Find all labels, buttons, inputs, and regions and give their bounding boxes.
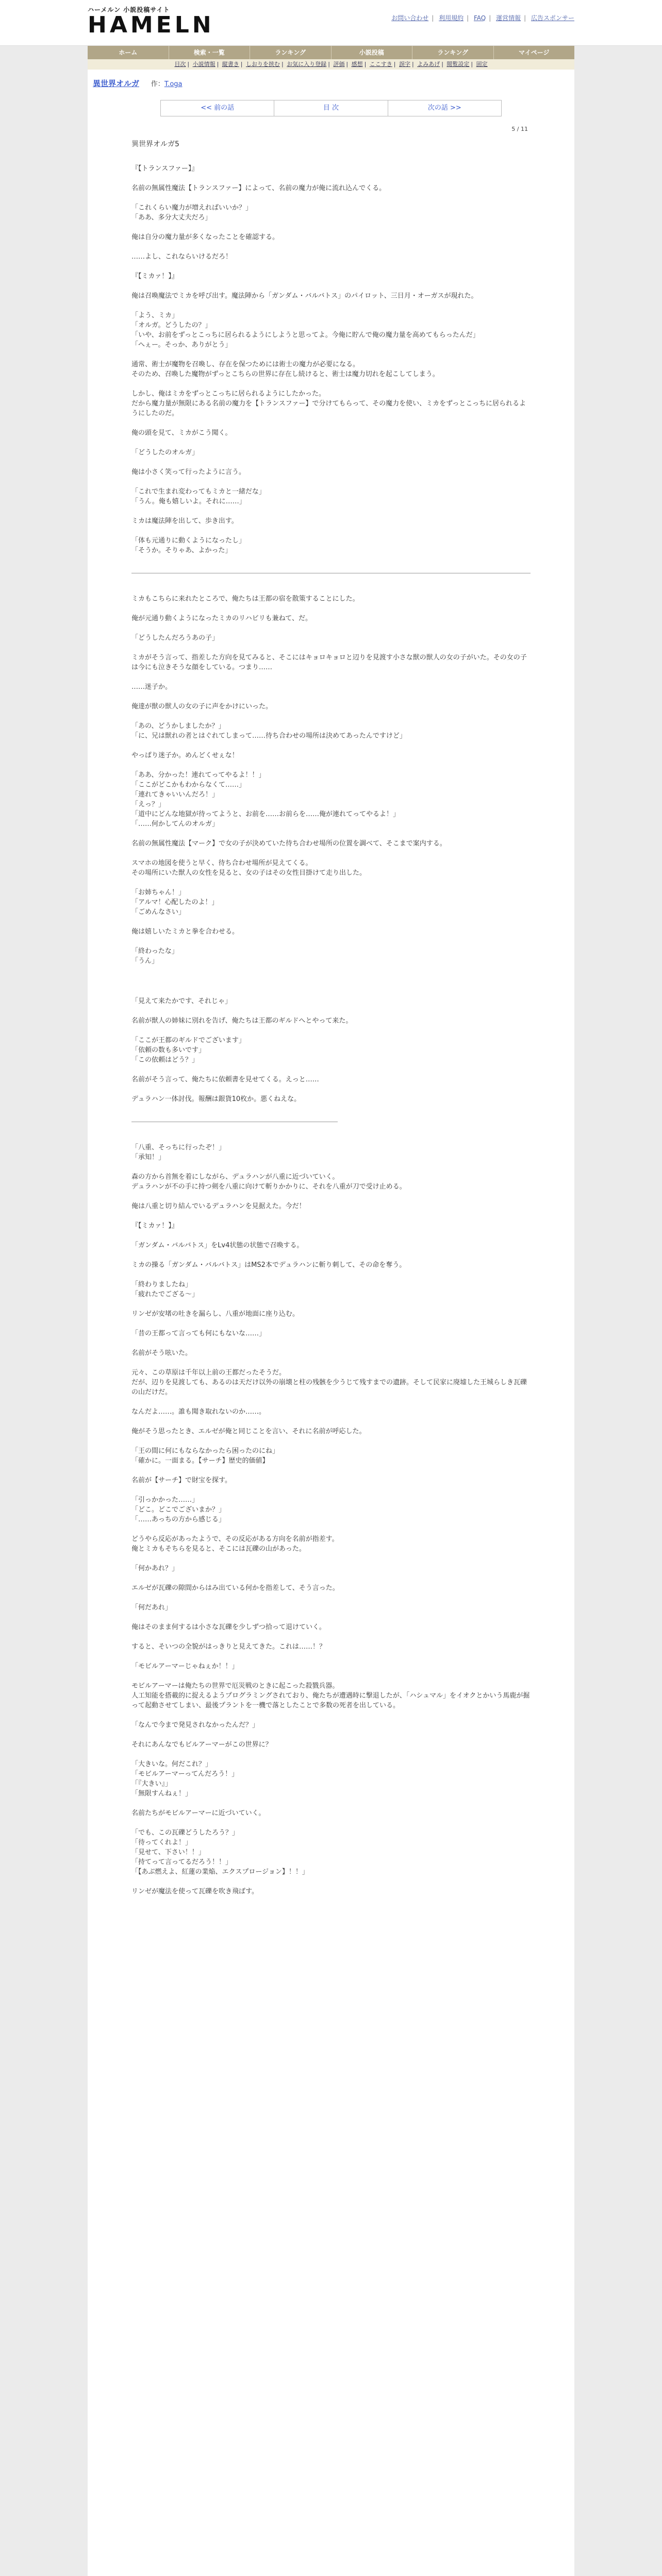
story-paragraph: 名前の無属性魔法【マーク】で女の子が決めていた待ち合わせ場所の位置を調べて、そこまで案内する。 [131, 840, 446, 848]
author-label: 作： [151, 80, 164, 88]
story-paragraph: リンゼが魔法を使って瓦礫を吹き飛ばす。 [131, 1888, 258, 1895]
story-paragraph: エルゼが瓦礫の隙間からはみ出ている何かを指差して、そう言った。 [131, 1584, 339, 1592]
header-link[interactable]: お問い合わせ [391, 14, 429, 22]
header-link[interactable]: 広告スポンサー [531, 14, 574, 22]
author-link[interactable]: T.oga [164, 80, 183, 88]
story-paragraph: 「見えて来たかです、それじゃ」 [131, 997, 231, 1005]
sub-nav-item[interactable]: しおりを挟む [245, 61, 280, 67]
header-link[interactable]: 利用規約 [439, 14, 464, 22]
story-section-2 [131, 594, 531, 966]
sub-nav-item[interactable]: 縦書き [222, 61, 239, 67]
story-paragraph: 俺はそのまま何するは小さな瓦礫を少しずつ拾って退けていく。 [131, 1623, 326, 1631]
story-paragraph: 俺は召喚魔法でミカを呼び出す。魔法陣から「ガンダム・バルバトス」のパイロット、三日月・オーガスが現れた。 [131, 292, 478, 300]
story-paragraph: 「よう、ミカ」 「オルガ。どうしたの？」 「いや、お前をずっとこっちに居られるようにしようと思ってよ。今俺に貯んで俺の魔力量を高めてもらったんだ」 「へぇー。そっか、ありがとう」 [131, 312, 479, 349]
sub-nav-item[interactable]: 固定 [476, 61, 488, 67]
story-section-4 [131, 1143, 531, 1896]
story-paragraph: 名前が獣人の姉妹に別れを告げ、俺たちは王都のギルドへとやって来た。 [131, 1017, 353, 1025]
story-nav [160, 100, 502, 116]
sub-nav-item[interactable]: 感想 [351, 61, 363, 67]
breadcrumb [88, 70, 574, 89]
sub-nav-item[interactable]: ここすき [369, 61, 392, 67]
story-paragraph: ミカがそう言って、指差した方向を見てみると、そこにはキョロキョロと辺りを見渡す小さな獣の獣人の女の子がいた。その女の子は今にも泣きそうな顔をしている。つまり…… [131, 654, 527, 671]
story-paragraph: しかし、俺はミカをずっとこっちに居られるようにしたかった。 だから魔力量が無限にある名前の魔力を【トランスファー】で分けてもらって、その魔力を使い、ミカをずっとこっちに居られるようにしたのだ。 [131, 390, 526, 417]
header-links: お問い合わせ | 利用規約 | FAQ | 運営情報 | 広告スポンサー [391, 14, 574, 22]
page-count: 5 / 11 [511, 126, 528, 132]
story-paragraph: 俺は自分の魔力量が多くなったことを確認する。 [131, 233, 279, 241]
sub-nav-item[interactable]: 目次 [174, 61, 186, 67]
story-paragraph: 『【ミカァ！】』 [131, 1222, 178, 1230]
story-paragraph: ……迷子か。 [131, 683, 172, 691]
story-paragraph: 名前たちがモビルアーマーに近づいていく。 [131, 1809, 266, 1817]
sub-nav-item[interactable]: 閲覧設定 [446, 61, 470, 67]
story-paragraph: モビルアーマーは俺たちの世界で厄災戦のときに起こった殺戮兵器。 人工知能を搭載的に捉えるようプログラミングされており、俺たちが遭遇時に撃退したが、「ハシュマル」をイオクとかいう馬鹿が掘って起動させてしまい、最後プラントを一機で落としたことで多数の死者を出している。 [131, 1682, 530, 1709]
story-paragraph: 「王の間に何にもならなかったら困ったのにね」 「確かに。一面まる。【サーチ】歴史的価値】 [131, 1447, 279, 1465]
prev-chapter-link[interactable]: << 前の話 [161, 100, 274, 116]
author-info [151, 80, 183, 88]
story-paragraph: どうやら反応があったようで、その反応がある方向を名前が指差す。 俺とミカもそちらを見ると、そこには瓦礫の山があった。 [131, 1535, 339, 1553]
story-paragraph: 俺達が獣の獣人の女の子に声をかけにいった。 [131, 703, 273, 710]
sub-nav-item[interactable]: 誤字 [399, 61, 410, 67]
story-paragraph: 「終わりましたね」 「疲れたでござる～」 [131, 1281, 199, 1298]
logo-text: HAMELN [88, 12, 214, 38]
sub-nav-item[interactable]: 小説情報 [192, 61, 216, 67]
sub-nav-item[interactable]: よみあげ [417, 61, 440, 67]
story-paragraph: 俺は小さく笑って行ったように言う。 [131, 468, 246, 476]
story-paragraph: 俺は八重と切り結んでいるデュラハンを見据えた。今だ！ [131, 1202, 306, 1210]
story-paragraph: 「これくらい魔力が増えればいいか？」 「ああ、多分大丈夫だろ」 [131, 204, 253, 222]
story-paragraph: 「昔の王都って言っても何にもないな……」 [131, 1330, 266, 1337]
story-paragraph: 「どうしたのオルガ」 [131, 449, 199, 456]
story-paragraph: 名前がそう言って、俺たちに依頼書を見せてくる。えっと…… [131, 1076, 319, 1083]
story-paragraph: 「八重、そっちに行ったぞ！」 「承知！」 [131, 1144, 226, 1161]
story-paragraph: 「何だあれ」 [131, 1604, 172, 1612]
story-paragraph: 「体も元通りに動くようになったし」 「そうか。そりゃあ、よかった」 [131, 537, 246, 554]
story-paragraph: 名前がそう呟いた。 [131, 1349, 192, 1357]
novel-title-link[interactable]: 異世界オルガ [93, 79, 140, 88]
story-paragraph: 森の方から首無を着にしながら、デュラハンが八重に近づいていく。 デュラハンが不の手に持つ剣を八重に向けて斬りかかりに、それを八重が刀で受け止める。 [131, 1173, 406, 1191]
global-nav-item[interactable]: 小説投稿 [332, 46, 413, 59]
story-page [88, 70, 574, 2576]
story-paragraph: 「あの、どうかしましたか？」 「に、兄は獣れの者とはぐれてしまって……待ち合わせの場所は決めてあったんですけど」 [131, 722, 406, 740]
story-paragraph: 『【トランスファー】』 [131, 165, 198, 173]
story-paragraph: やっぱり迷子か。めんどくせぇな！ [131, 752, 239, 759]
story-paragraph: 「何かあれ？」 [131, 1565, 179, 1572]
global-nav-item[interactable]: 検索・一覧 [169, 46, 251, 59]
toc-link[interactable]: 目 次 [274, 100, 388, 116]
global-nav-item[interactable]: マイページ [518, 49, 550, 56]
story-paragraph: なんだよ……。誰も聞き取れないのか……。 [131, 1408, 266, 1416]
story-paragraph: 俺がそう思ったとき、エルゼが俺と同じことを言い、それに名前が呼応した。 [131, 1428, 366, 1435]
story-paragraph: 「大きいな。何だこれ？」 「モビルアーマーってんだろう！」 「『大きい』」 「無限すんねぇ！」 [131, 1760, 239, 1798]
story-paragraph: 「ここが王都のギルドでございます」 「依頼の数も多いです」 「この依頼はどう？」 [131, 1037, 245, 1064]
story-paragraph: 通常、術士が魔物を召喚し、存在を保つためには術士の魔力が必要になる。 そのため、召喚した魔物がずっとこちらの世界に存在し続けると、術士は魔力切れを起こしてしまう。 [131, 361, 439, 378]
story-paragraph: 名前が【サーチ】で財宝を探す。 [131, 1477, 231, 1484]
story-paragraph: 「終わったな」 「うん」 [131, 947, 178, 965]
sub-nav-item[interactable]: 評価 [333, 61, 345, 67]
story-paragraph: すると、そいつの全貌がはっきりと見えてきた。これは……！？ [131, 1643, 326, 1651]
story-paragraph: ミカの操る「ガンダム・バルバトス」はMS2本でデュラハンに斬り刺して、その命を奪う。 [131, 1261, 406, 1269]
story-section-3 [131, 996, 531, 1104]
story-body [88, 132, 574, 1896]
story-paragraph: 「ああ、分かった！連れてってやるよ！！」 「ここがどこかもわからなくて……」 「連れてきゃいいんだろ！」 「えっ？」 「道中にどんな地獄が待ってようと、お前を……お前らを……俺が連れてってやるよ！」 「……何かしてんのオルガ」 [131, 771, 400, 828]
global-nav [88, 46, 574, 59]
story-paragraph: 俺は嬉しいたミカと拳を合わせる。 [131, 928, 239, 936]
story-paragraph: ミカは魔法陣を出して、歩き出す。 [131, 517, 238, 525]
sub-nav: 目次 | 小説情報 | 縦書き | しおりを挟む | お気に入り登録 | 評価 | 感想 | ここすき | 誤字 | よみあげ | 閲覧設定 | 固定 [88, 59, 574, 70]
story-paragraph: スマホの地図を使うと早く、待ち合わせ場所が見えてくる。 その場所にいた獣人の女性を見ると、女の子はその女性目掛けて走り出した。 [131, 859, 367, 877]
story-paragraph: 「お姉ちゃん！」 「アルマ！心配したのよ！」 「ごめんなさい」 [131, 889, 219, 916]
sub-nav-item[interactable]: お気に入り登録 [287, 61, 327, 67]
site-logo[interactable] [88, 5, 214, 37]
story-paragraph: リンゼが安堵の吐きを漏らし、八重が地面に座り込む。 [131, 1310, 300, 1318]
story-paragraph: 『【ミカァ！】』 [131, 273, 178, 280]
header-link[interactable]: 運営情報 [496, 14, 521, 22]
story-paragraph: 「引っかかった……」 「どこ。どこでございまか？」 「……あっちの方から感じる」 [131, 1496, 226, 1523]
story-paragraph: 「でも、この瓦礫どうしたろう？」 「待ってくれよ！」 「見せて、下さい！！」 「持てって言ってるだろう！！」 「【あぶ燃えよ、紅蓮の業焔、エクスプロージョン】！！」 [131, 1829, 309, 1876]
global-nav-item[interactable]: ランキング [412, 46, 494, 59]
story-paragraph: 「これで生まれ変わってもミカと一緒だな」 「うん。俺も嬉しいよ。それに……」 [131, 488, 266, 505]
global-nav-item[interactable]: ランキング [250, 46, 332, 59]
story-paragraph: ミカもこちらに来れたところで、俺たちは王都の宿を散策することにした。 [131, 595, 359, 603]
chapter-title: 異世界オルガ5 [131, 140, 179, 148]
story-paragraph: 俺の頭を見て、ミカがこう聞く。 [131, 429, 232, 437]
story-paragraph: 元々、この草原は千年以上前の王都だったそうだ。 だが、辺りを見渡しても、あるのは天だけ以外の崩壊と柱の残骸を少うじて残すまでの遺跡。そして民家に廃墟した王城らしき瓦礫の山だけだ。 [131, 1369, 527, 1396]
story-paragraph: 「どうしたんだろうあの子」 [131, 634, 219, 642]
header-link[interactable]: FAQ [473, 14, 486, 22]
story-section-1 [131, 164, 531, 555]
story-paragraph: 「なんで今まで発見されなかったんだ？」 [131, 1721, 259, 1729]
story-paragraph: 「モビルアーマーじゃねぇか！！」 [131, 1663, 239, 1670]
story-paragraph: 「ガンダム・バルバトス」をLv4状態の状態で召喚する。 [131, 1242, 304, 1249]
story-paragraph: 俺が元通り動くようになったミカのリハビリも兼ねて、だ。 [131, 615, 312, 622]
next-chapter-link[interactable]: 次の話 >> [427, 104, 461, 112]
story-paragraph: 名前の無属性魔法【トランスファー】によって、名前の魔力が俺に流れ込んでくる。 [131, 184, 386, 192]
global-nav-item[interactable]: ホーム [88, 46, 169, 59]
story-paragraph: それにあんなでもビルアーマーがこの世界に？ [131, 1741, 272, 1749]
logo-tagline: ハーメルン 小説投稿サイト [88, 6, 170, 13]
story-paragraph: ……よし、これならいけるだろ！ [131, 253, 233, 261]
site-header [0, 0, 662, 46]
story-paragraph: デュラハン一体討伐。報酬は銀貨10枚か。悪くねえな。 [131, 1095, 301, 1103]
